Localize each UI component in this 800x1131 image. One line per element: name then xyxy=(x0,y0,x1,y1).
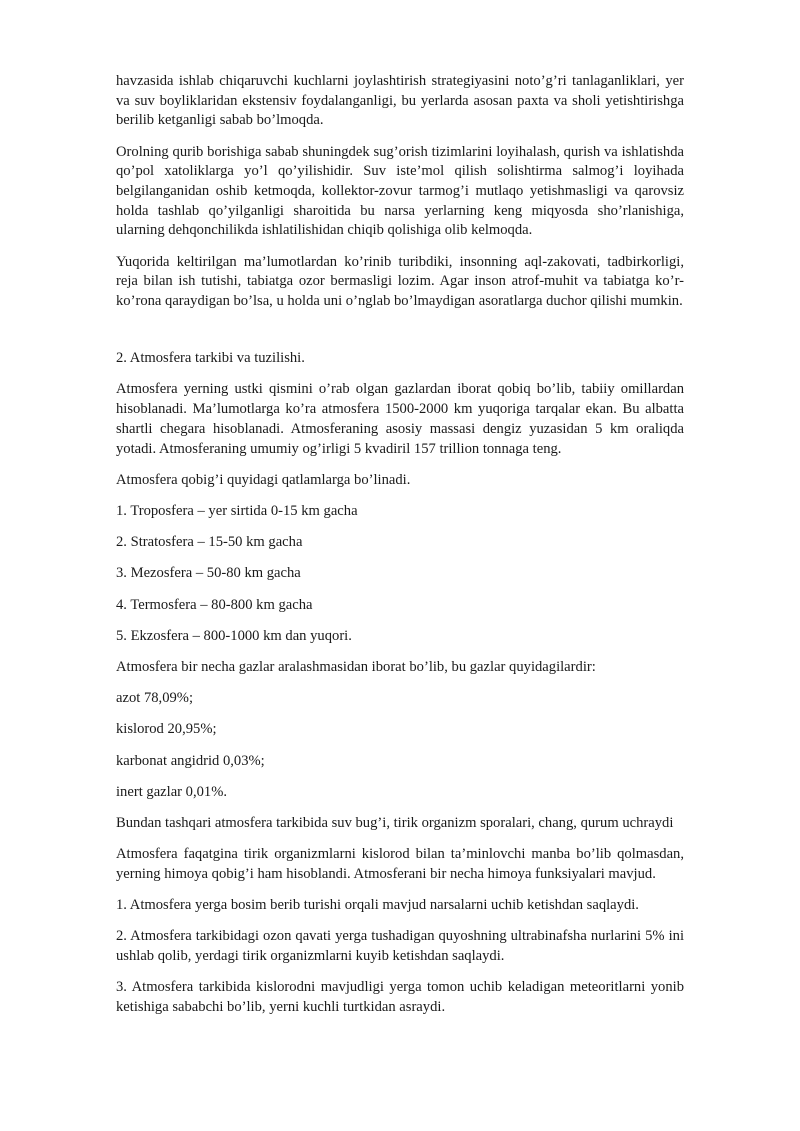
paragraph-layers-intro: Atmosfera qobig’i quyidagi qatlamlarga bo’linadi. xyxy=(116,471,411,488)
list-item-layer: 2. Stratosfera – 15-50 km gacha xyxy=(116,534,303,551)
list-item-function: 3. Atmosfera tarkibida kislorodni mavjudligi yerga tomon uchib keladigan meteoritlarni yonib ketishiga sababchi bo’lib, yerni kuchli turtkidan asraydi. xyxy=(116,979,684,1015)
paragraph-irrigation-errors: Orolning qurib borishiga sabab shuningdek sug’orish tizimlarini loyihalash, qurish va ishlatishda qo’pol xatoliklarga yo’l qo’yilishidir. Suv iste’mol qilish solishtirma salmog’i loyihada belgilanganidan oshib ketmoqda, kollektor-zovur tarmog’i mutlaqo yetishmasligi va qarovsiz holda tashlab qo’yilganligi sharoitida bu narsa yerlarning keng miqyosda sho’rlanishiga, ularning dehqonchilikda ishlatilishidan chiqib qolishiga olib kelmoqda. xyxy=(116,143,684,239)
paragraph-conclusion: Yuqorida keltirilgan ma’lumotlardan ko’rinib turibdiki, insonning aql-zakovati, tadbirkorligi, reja bilan ish tutishi, tabiatga ozor bermasligi lozim. Agar inson atrof-muhit va tabiatga ko’r-ko’rona qaraydigan bo’lsa, u holda uni o’nglab bo’lmaydigan asoratlarga duchor qilishi mumkin. xyxy=(116,253,684,310)
list-item-layer: 5. Ekzosfera – 800-1000 km dan yuqori. xyxy=(116,627,352,644)
list-item-gas: kislorod 20,95%; xyxy=(116,721,217,738)
paragraph-other-components: Bundan tashqari atmosfera tarkibida suv bug’i, tirik organizm sporalari, chang, qurum uchraydi xyxy=(116,814,674,831)
list-item-function: 1. Atmosfera yerga bosim berib turishi orqali mavjud narsalarni uchib ketishdan saqlaydi. xyxy=(116,897,639,914)
list-item-layer: 4. Termosfera – 80-800 km gacha xyxy=(116,596,313,613)
list-item-gas: inert gazlar 0,01%. xyxy=(116,783,228,800)
section-gap xyxy=(116,323,684,349)
list-item-gas: azot 78,09%; xyxy=(116,690,194,707)
list-item-layer: 1. Troposfera – yer sirtida 0-15 km gacha xyxy=(116,502,358,519)
paragraph-atmosphere-definition: Atmosfera yerning ustki qismini o’rab olgan gazlardan iborat qobiq bo’lib, tabiiy omillardan hisoblanadi. Ma’lumotlarga ko’ra atmosfera 1500-2000 km yuqoriga tarqalar ekan. Bu albatta shartli chegara hisoblanadi. Atmosferaning asosiy massasi dengiz yuzasidan 5 km oraliqda yotadi. Atmosferaning umumiy og’irligi 5 kvadiril 157 trillion tonnaga teng. xyxy=(116,381,684,457)
list-item-function: 2. Atmosfera tarkibidagi ozon qavati yerga tushadigan quyoshning ultrabinafsha nurlarini 5% ini ushlab qolib, yerdagi tirik organizmlarni kuyib ketishdan saqlaydi. xyxy=(116,928,684,964)
list-item-layer: 3. Mezosfera – 50-80 km gacha xyxy=(116,565,301,582)
paragraph-gases-intro: Atmosfera bir necha gazlar aralashmasidan iborat bo’lib, bu gazlar quyidagilardir: xyxy=(116,658,596,675)
list-item-gas: karbonat angidrid 0,03%; xyxy=(116,752,265,769)
document-page xyxy=(116,72,684,1029)
paragraph-aral-causes: havzasida ishlab chiqaruvchi kuchlarni joylashtirish strategiyasini noto’g’ri tanlaganliklari, yer va suv boyliklaridan ekstensiv foydalanganligi, bu yerlarda asosan paxta va sholi yetishtirishga berilib ketganligi sabab bo’lmoqda. xyxy=(116,73,684,129)
paragraph-protective-role: Atmosfera faqatgina tirik organizmlarni kislorod bilan ta’minlovchi manba bo’lib qolmasdan, yerning himoya qobig’i ham hisoblandi. Atmosferani bir necha himoya funksiyalari mavjud. xyxy=(116,846,684,882)
section-heading: 2. Atmosfera tarkibi va tuzilishi. xyxy=(116,350,305,367)
